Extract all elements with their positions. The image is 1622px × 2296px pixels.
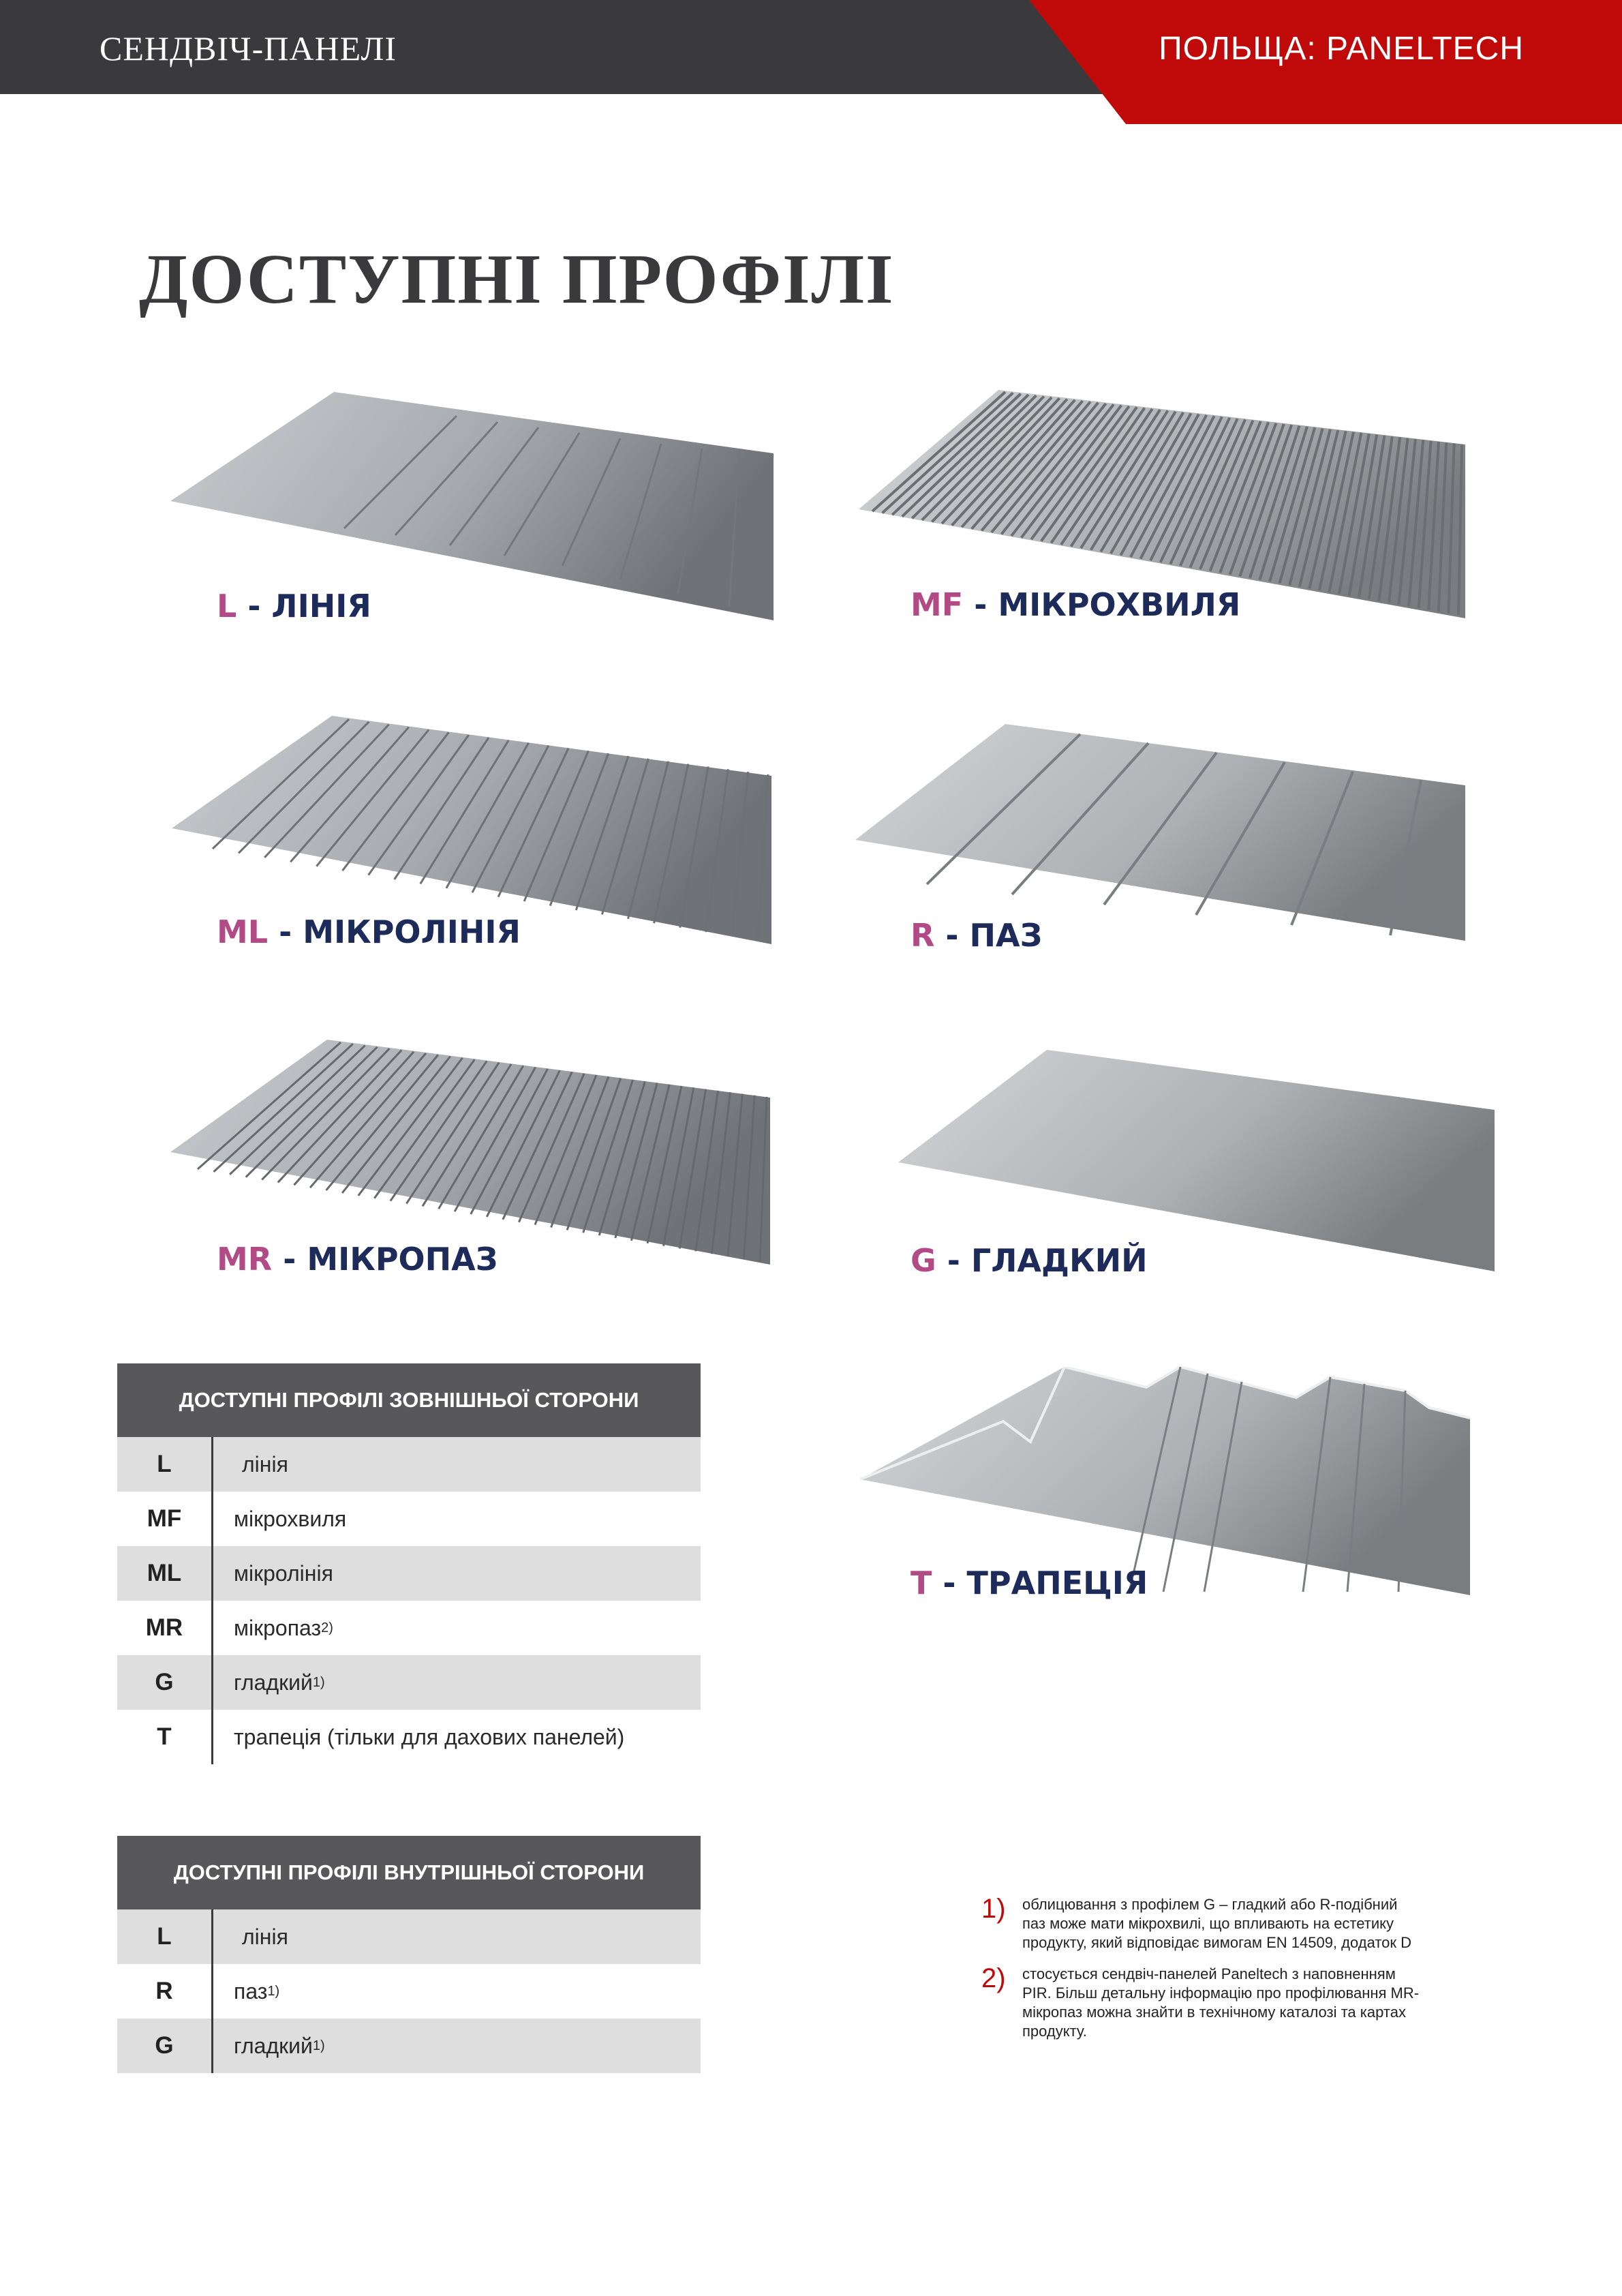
panel-t-illustration <box>860 1367 1473 1599</box>
table-row <box>117 1710 701 1764</box>
table-row <box>117 1655 701 1710</box>
table-row <box>117 1964 701 2019</box>
panel-image-g <box>898 1050 1498 1275</box>
row-desc: мікрохвиля <box>211 1492 346 1546</box>
row-code: ML <box>147 1560 182 1586</box>
table-row <box>117 1909 701 1964</box>
footnote-number: 2) <box>981 1963 1006 1993</box>
profile-label-mr: MR - МІКРОПАЗ <box>217 1241 498 1278</box>
row-desc: гладкий 1) <box>211 2019 325 2073</box>
footnote-text: облицювання з профілем G – гладкий або R-подібний паз може мати мікрохвилі, що впливають на естетику продукту, який відповідає вимогам EN 14509, додаток D <box>1022 1896 1412 1951</box>
profile-label-ml: ML - МІКРОЛІНІЯ <box>217 913 521 950</box>
row-desc: гладкий 1) <box>211 1655 325 1710</box>
panel-image-t <box>860 1367 1473 1599</box>
page-header <box>0 0 1622 94</box>
panel-image-mr <box>170 1040 777 1268</box>
row-code: G <box>155 2032 174 2059</box>
footnote-text: стосується сендвіч-панелей Paneltech з наповненням PIR. Більш детальну інформацію про профілювання MR-мікропаз можна знайти в технічному каталозі та картах продукту. <box>1022 1965 1420 2040</box>
row-code: MF <box>147 1505 182 1532</box>
table-row <box>117 1492 701 1546</box>
table-row <box>117 1437 701 1492</box>
inner-profiles-table <box>117 1836 701 2073</box>
row-desc: трапеція (тільки для дахових панелей) <box>211 1710 624 1764</box>
panel-image-ml <box>172 716 778 948</box>
panel-mr-illustration <box>170 1040 777 1268</box>
profile-label-r: R - ПАЗ <box>911 917 1043 954</box>
header-supplier-title: ПОЛЬЩА: PANELTECH <box>1159 31 1524 67</box>
row-code: MR <box>145 1614 183 1641</box>
footnotes <box>981 1895 1424 2053</box>
row-desc: мікропаз 2) <box>211 1601 333 1655</box>
footnote-2 <box>981 1965 1424 2041</box>
outer-profiles-table <box>117 1363 701 1764</box>
panel-r-illustration <box>855 724 1469 942</box>
row-code: L <box>157 1451 172 1477</box>
panel-ml-illustration <box>172 716 778 948</box>
footnote-1 <box>981 1895 1424 1952</box>
table-row <box>117 1601 701 1655</box>
panel-image-r <box>855 724 1469 942</box>
profile-label-mf: MF - МІКРОХВИЛЯ <box>911 586 1241 623</box>
header-section-title: СЕНДВІЧ-ПАНЕЛІ <box>100 29 397 67</box>
table-row <box>117 1546 701 1601</box>
profile-label-l: L - ЛІНІЯ <box>217 588 371 624</box>
panel-g-illustration <box>898 1050 1498 1275</box>
footnote-number: 1) <box>981 1894 1006 1924</box>
row-code: T <box>157 1723 172 1750</box>
row-desc: паз 1) <box>211 1964 279 2019</box>
page-title: ДОСТУПНІ ПРОФІЛІ <box>139 240 895 318</box>
row-desc: мікролінія <box>211 1546 333 1601</box>
row-desc: лінія <box>211 1437 288 1492</box>
profile-label-g: G - ГЛАДКИЙ <box>911 1242 1148 1279</box>
profile-label-t: T - ТРАПЕЦІЯ <box>911 1565 1148 1601</box>
row-code: G <box>155 1669 174 1695</box>
row-code: R <box>155 1978 173 2004</box>
row-code: L <box>157 1923 172 1950</box>
outer-table-title: ДОСТУПНІ ПРОФІЛІ ЗОВНІШНЬОЇ СТОРОНИ <box>117 1363 701 1437</box>
table-row <box>117 2019 701 2073</box>
row-desc: лінія <box>211 1909 288 1964</box>
inner-table-title: ДОСТУПНІ ПРОФІЛІ ВНУТРІШНЬОЇ СТОРОНИ <box>117 1836 701 1909</box>
